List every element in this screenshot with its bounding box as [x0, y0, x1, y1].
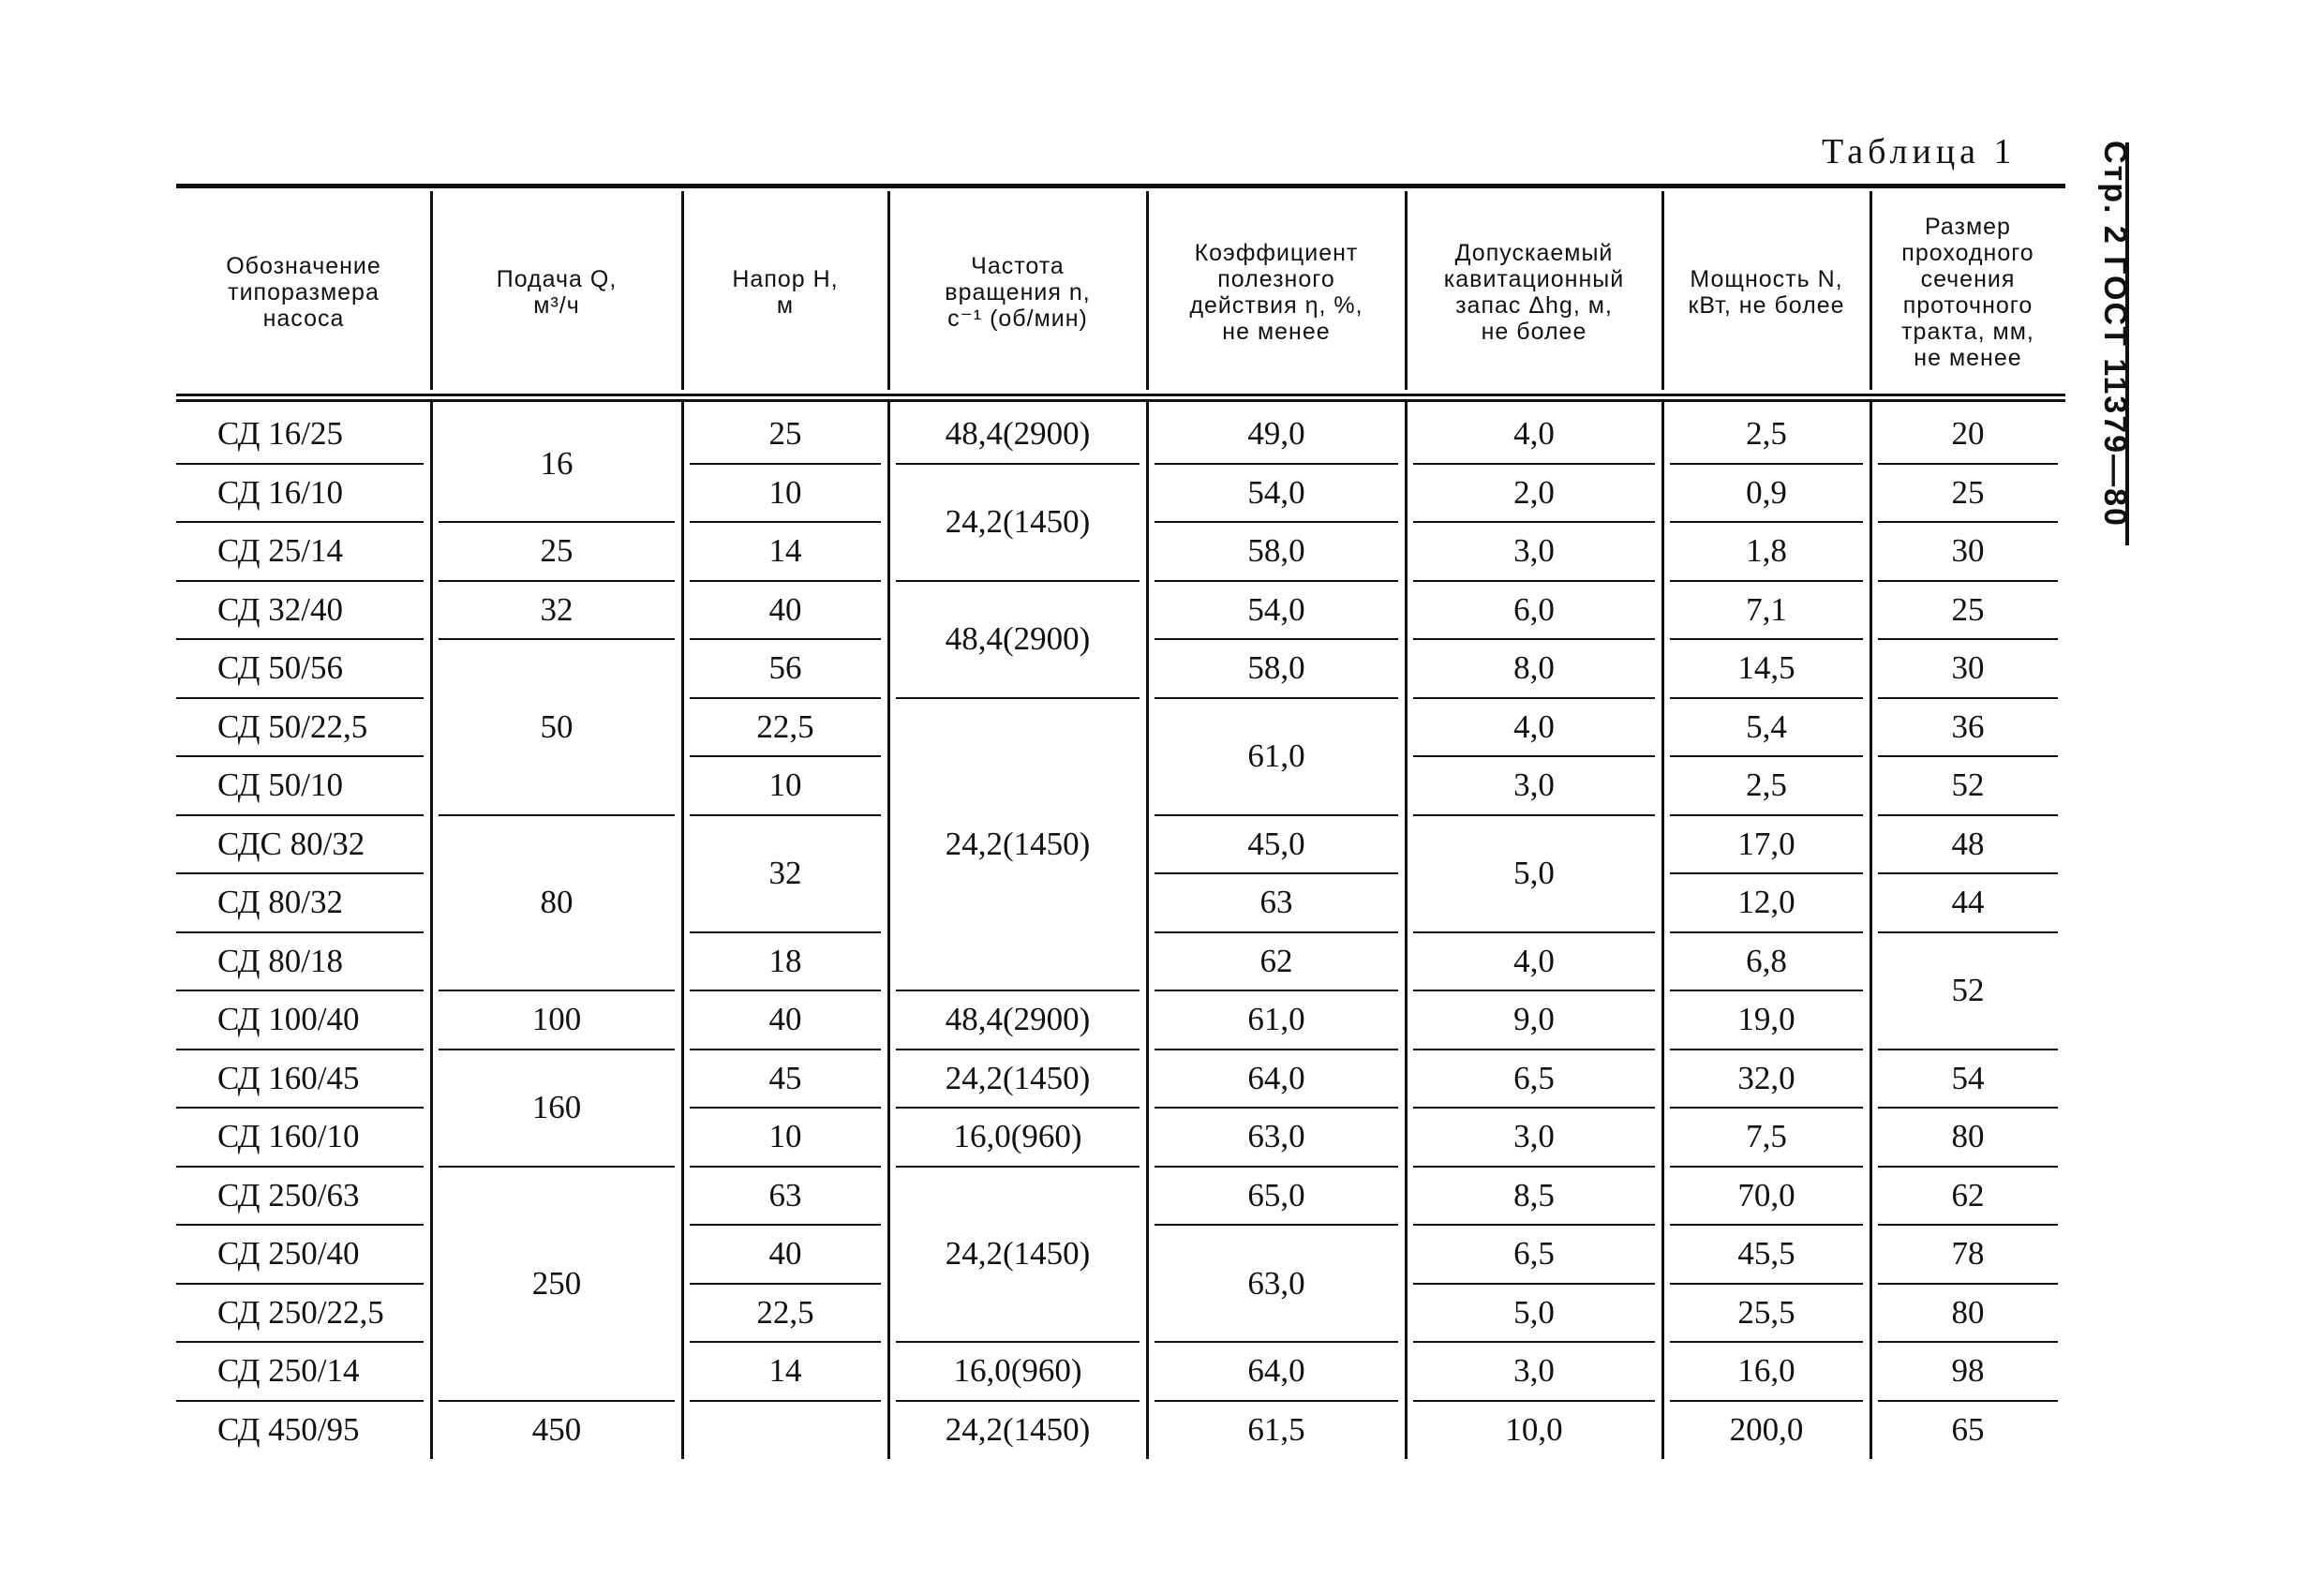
- head-value: 14: [768, 1352, 802, 1390]
- npsh-value: 6,5: [1513, 1059, 1555, 1096]
- npsh-value: 4,0: [1513, 415, 1555, 453]
- column-divider: [681, 191, 684, 390]
- pump-designation: СД 16/25: [217, 415, 343, 453]
- pump-table: [176, 184, 2065, 1451]
- size-value: 48: [1951, 825, 1985, 862]
- power-value: 2,5: [1746, 415, 1787, 453]
- head-value: 56: [768, 649, 802, 687]
- speed-value: 24,2(1450): [945, 825, 1091, 862]
- flow-value: 250: [531, 1264, 582, 1302]
- speed-value: 16,0(960): [953, 1118, 1082, 1155]
- head-value: 45: [768, 1059, 802, 1096]
- column-header: Обозначение типоразмера насоса: [226, 253, 381, 332]
- column-divider: [681, 401, 684, 1459]
- pump-designation: СДС 80/32: [217, 825, 365, 862]
- column-header: Подача Q, м³/ч: [496, 266, 618, 319]
- pump-designation: СД 50/10: [217, 767, 343, 804]
- column-divider: [1870, 401, 1872, 1459]
- efficiency-value: 63,0: [1247, 1118, 1305, 1155]
- size-value: 54: [1951, 1059, 1985, 1096]
- column-header: Мощность N, кВт, не более: [1688, 266, 1845, 319]
- flow-value: 80: [540, 884, 574, 921]
- power-value: 2,5: [1746, 767, 1787, 804]
- size-value: 65: [1951, 1410, 1985, 1448]
- cell-divider: [690, 1400, 881, 1402]
- pump-designation: СД 80/32: [217, 884, 343, 921]
- column-divider: [1870, 191, 1872, 390]
- column-header: Допускаемый кавитационный запас Δhg, м, не более: [1443, 240, 1625, 345]
- column-divider: [1661, 191, 1664, 390]
- power-value: 1,8: [1746, 532, 1787, 570]
- power-value: 5,4: [1746, 707, 1787, 745]
- head-value: 63: [768, 1176, 802, 1213]
- power-value: 0,9: [1746, 473, 1787, 511]
- size-value: 20: [1951, 415, 1985, 453]
- head-value: 10: [768, 1118, 802, 1155]
- column-divider: [1661, 401, 1664, 1459]
- efficiency-value: 62: [1259, 942, 1293, 979]
- head-value: 40: [768, 1001, 802, 1038]
- header-bottom-rule-2: [176, 399, 2065, 402]
- page-side-label: Стр. 2 ГОСТ 11379—80: [2097, 141, 2133, 528]
- head-value: 40: [768, 590, 802, 628]
- size-value: 30: [1951, 532, 1985, 570]
- power-value: 70,0: [1737, 1176, 1795, 1213]
- power-value: 45,5: [1737, 1235, 1795, 1273]
- speed-value: 24,2(1450): [945, 1410, 1091, 1448]
- efficiency-value: 63,0: [1247, 1264, 1305, 1302]
- column-header: Напор H, м: [732, 266, 839, 319]
- efficiency-value: 64,0: [1247, 1059, 1305, 1096]
- pump-designation: СД 100/40: [217, 1001, 360, 1038]
- power-value: 16,0: [1737, 1352, 1795, 1390]
- efficiency-value: 58,0: [1247, 532, 1305, 570]
- efficiency-value: 49,0: [1247, 415, 1305, 453]
- npsh-value: 3,0: [1513, 1352, 1555, 1390]
- pump-designation: СД 32/40: [217, 590, 343, 628]
- power-value: 14,5: [1737, 649, 1795, 687]
- power-value: 7,1: [1746, 590, 1787, 628]
- efficiency-value: 45,0: [1247, 825, 1305, 862]
- pump-designation: СД 25/14: [217, 532, 343, 570]
- column-header: Коэффициент полезного действия η, %, не менее: [1189, 240, 1363, 345]
- npsh-value: 8,5: [1513, 1176, 1555, 1213]
- speed-value: 24,2(1450): [945, 1235, 1091, 1273]
- pump-designation: СД 80/18: [217, 942, 343, 979]
- speed-value: 48,4(2900): [945, 620, 1091, 657]
- efficiency-value: 58,0: [1247, 649, 1305, 687]
- efficiency-value: 61,5: [1247, 1410, 1305, 1448]
- speed-value: 24,2(1450): [945, 1059, 1091, 1096]
- table-top-rule: [176, 184, 2065, 188]
- power-value: 12,0: [1737, 884, 1795, 921]
- flow-value: 100: [531, 1001, 582, 1038]
- efficiency-value: 63: [1259, 884, 1293, 921]
- power-value: 17,0: [1737, 825, 1795, 862]
- column-divider: [430, 401, 433, 1459]
- size-value: 62: [1951, 1176, 1985, 1213]
- power-value: 32,0: [1737, 1059, 1795, 1096]
- head-value: 25: [768, 415, 802, 453]
- npsh-value: 9,0: [1513, 1001, 1555, 1038]
- size-value: 30: [1951, 649, 1985, 687]
- npsh-value: 10,0: [1505, 1410, 1563, 1448]
- head-value: 10: [768, 473, 802, 511]
- size-value: 80: [1951, 1118, 1985, 1155]
- flow-value: 50: [540, 707, 574, 745]
- power-value: 200,0: [1729, 1410, 1804, 1448]
- efficiency-value: 61,0: [1247, 1001, 1305, 1038]
- npsh-value: 3,0: [1513, 767, 1555, 804]
- efficiency-value: 65,0: [1247, 1176, 1305, 1213]
- column-divider: [1405, 401, 1408, 1459]
- efficiency-value: 61,0: [1247, 737, 1305, 774]
- pump-designation: СД 450/95: [217, 1410, 360, 1448]
- head-value: 32: [768, 855, 802, 891]
- power-value: 7,5: [1746, 1118, 1787, 1155]
- flow-value: 16: [540, 444, 574, 482]
- size-value: 52: [1951, 972, 1985, 1008]
- pump-designation: СД 160/45: [217, 1059, 360, 1096]
- size-value: 98: [1951, 1352, 1985, 1390]
- size-value: 80: [1951, 1293, 1985, 1331]
- npsh-value: 8,0: [1513, 649, 1555, 687]
- column-divider: [1146, 401, 1149, 1459]
- efficiency-value: 64,0: [1247, 1352, 1305, 1390]
- column-header: Размер проходного сечения проточного тракта, мм, не менее: [1901, 214, 2034, 371]
- efficiency-value: 54,0: [1247, 473, 1305, 511]
- npsh-value: 5,0: [1513, 855, 1555, 891]
- pump-designation: СД 250/63: [217, 1176, 360, 1213]
- size-value: 36: [1951, 707, 1985, 745]
- pump-designation: СД 250/40: [217, 1235, 360, 1273]
- npsh-value: 3,0: [1513, 1118, 1555, 1155]
- head-value: 22,5: [756, 707, 814, 745]
- column-header: Частота вращения n, с⁻¹ (об/мин): [945, 253, 1091, 332]
- power-value: 25,5: [1737, 1293, 1795, 1331]
- column-divider: [1405, 191, 1408, 390]
- flow-value: 160: [531, 1089, 582, 1125]
- header-bottom-rule-1: [176, 394, 2065, 396]
- power-value: 19,0: [1737, 1001, 1795, 1038]
- npsh-value: 4,0: [1513, 707, 1555, 745]
- npsh-value: 4,0: [1513, 942, 1555, 979]
- speed-value: 48,4(2900): [945, 415, 1091, 453]
- size-value: 25: [1951, 473, 1985, 511]
- head-value: 18: [768, 942, 802, 979]
- head-value: 14: [768, 532, 802, 570]
- npsh-value: 5,0: [1513, 1293, 1555, 1331]
- npsh-value: 6,5: [1513, 1235, 1555, 1273]
- speed-value: 24,2(1450): [945, 503, 1091, 540]
- speed-value: 16,0(960): [953, 1352, 1082, 1390]
- pump-designation: СД 50/22,5: [217, 707, 368, 745]
- column-divider: [887, 191, 890, 390]
- flow-value: 450: [531, 1410, 582, 1448]
- column-divider: [1146, 191, 1149, 390]
- head-value: 10: [768, 767, 802, 804]
- head-value: 40: [768, 1235, 802, 1273]
- pump-designation: СД 160/10: [217, 1118, 360, 1155]
- column-divider: [887, 401, 890, 1459]
- npsh-value: 6,0: [1513, 590, 1555, 628]
- pump-designation: СД 250/14: [217, 1352, 360, 1390]
- efficiency-value: 54,0: [1247, 590, 1305, 628]
- npsh-value: 2,0: [1513, 473, 1555, 511]
- npsh-value: 3,0: [1513, 532, 1555, 570]
- size-value: 52: [1951, 767, 1985, 804]
- pump-designation: СД 250/22,5: [217, 1293, 384, 1331]
- table-caption: Таблица 1: [1822, 132, 2017, 171]
- flow-value: 25: [540, 532, 574, 570]
- column-divider: [430, 191, 433, 390]
- head-value: 22,5: [756, 1293, 814, 1331]
- size-value: 44: [1951, 884, 1985, 921]
- pump-designation: СД 50/56: [217, 649, 343, 687]
- power-value: 6,8: [1746, 942, 1787, 979]
- speed-value: 48,4(2900): [945, 1001, 1091, 1038]
- size-value: 78: [1951, 1235, 1985, 1273]
- size-value: 25: [1951, 590, 1985, 628]
- flow-value: 32: [540, 590, 574, 628]
- pump-designation: СД 16/10: [217, 473, 343, 511]
